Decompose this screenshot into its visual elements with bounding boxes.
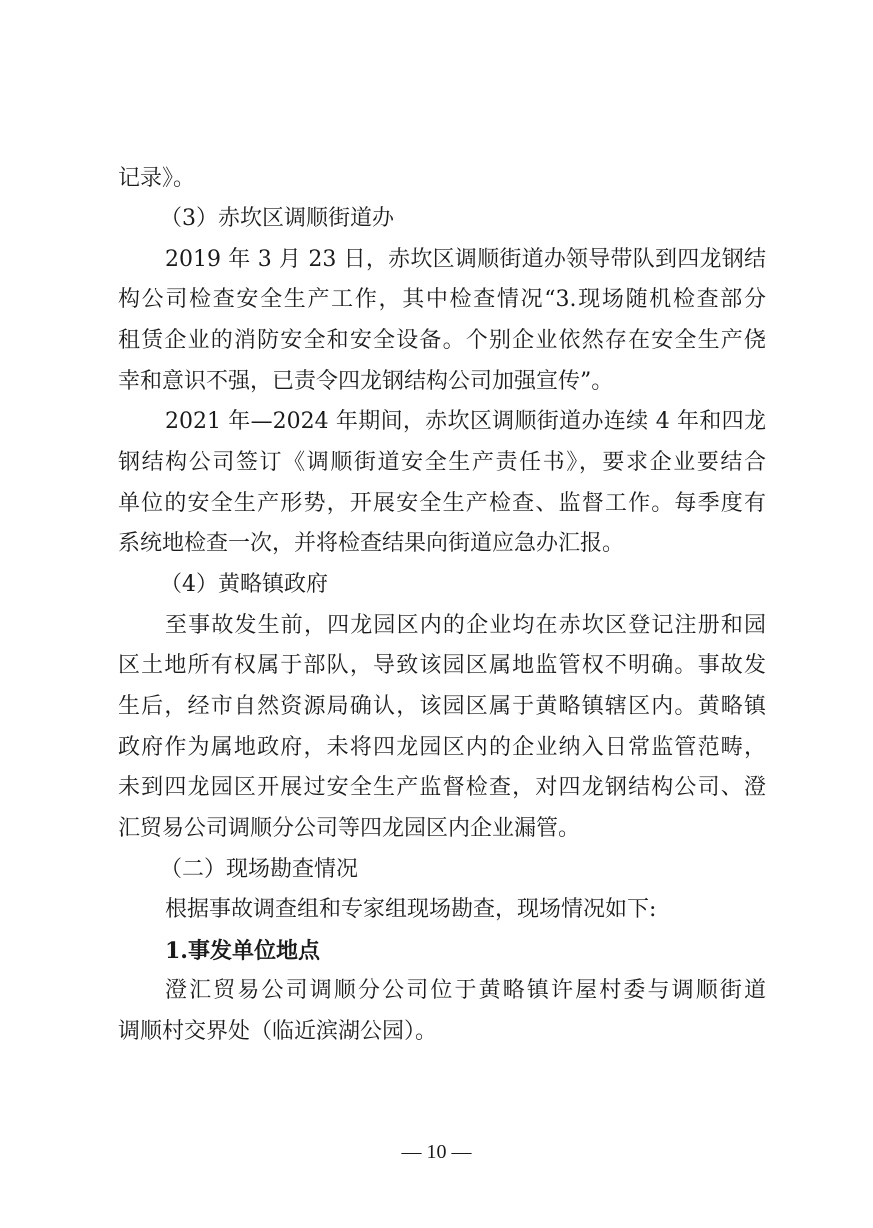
section-heading: （二）现场勘查情况: [160, 857, 359, 882]
section-heading: （4）黄略镇政府: [160, 572, 328, 597]
text-line: 至事故发生前，四龙园区内的企业均在赤坎区登记注册和园: [165, 613, 766, 638]
text-line: 2019 年 3 月 23 日，赤坎区调顺街道办领导带队到四龙钢结: [165, 247, 766, 272]
text-line: 单位的安全生产形势，开展安全生产检查、监督工作。每季度有: [118, 491, 766, 516]
text-line: 幸和意识不强，已责令四龙钢结构公司加强宣传”。: [118, 369, 614, 394]
text-line: 构公司检查安全生产工作，其中检查情况“3.现场随机检查部分: [118, 287, 766, 312]
text-line: 澄汇贸易公司调顺分公司位于黄略镇许屋村委与调顺街道: [165, 978, 766, 1003]
text-line: 根据事故调查组和专家组现场勘查，现场情况如下:: [165, 897, 657, 922]
text-line: 生后，经市自然资源局确认，该园区属于黄略镇辖区内。黄略镇: [118, 694, 766, 719]
text-line: 调顺村交界处（临近滨湖公园）。: [118, 1019, 438, 1044]
section-heading: （3）赤坎区调顺街道办: [160, 206, 394, 231]
text-line: 租赁企业的消防安全和安全设备。个别企业依然存在安全生产侥: [118, 328, 766, 353]
text-line: 汇贸易公司调顺分公司等四龙园区内企业漏管。: [118, 816, 581, 841]
text-line: 未到四龙园区开展过安全生产监督检查，对四龙钢结构公司、澄: [118, 775, 766, 800]
text-line: 2021 年—2024 年期间，赤坎区调顺街道办连续 4 年和四龙: [165, 409, 766, 434]
subsection-heading: 1.事发单位地点: [165, 938, 320, 964]
page-number: — 10 —: [401, 1141, 472, 1163]
text-line: 记录》。: [118, 166, 196, 191]
text-line: 区土地所有权属于部队，导致该园区属地监管权不明确。事故发: [118, 653, 766, 678]
text-line: 钢结构公司签订《调顺街道安全生产责任书》，要求企业要结合: [118, 450, 766, 475]
text-line: 政府作为属地政府，未将四龙园区内的企业纳入日常监管范畴，: [118, 735, 766, 760]
text-line: 系统地检查一次，并将检查结果向街道应急办汇报。: [118, 531, 625, 556]
